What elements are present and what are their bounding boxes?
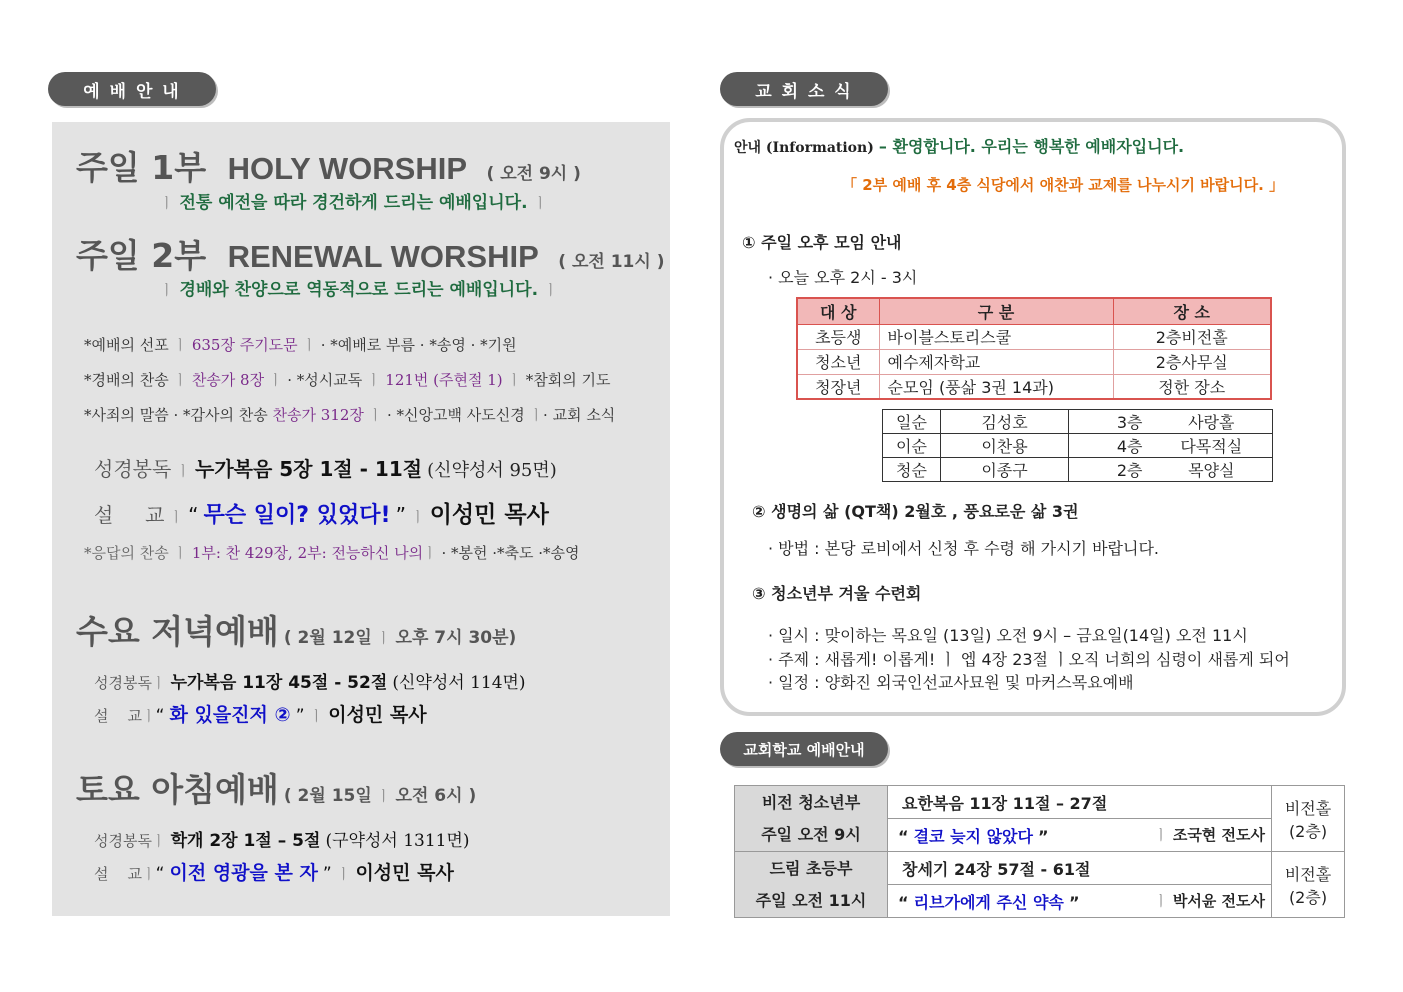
school-header: 교회학교 예배안내 [720,732,888,766]
notice-line: 「 2부 예배 후 4층 식당에서 애찬과 교제를 나누시기 바랍니다. 」 [842,176,1285,194]
school-time-2: 주일 오전 11시 [755,890,867,910]
item3-title: ③ 청소년부 겨울 수련회 [752,584,922,603]
table-row: 초등생 바이블스토리스쿨 2층비전홀 [797,324,1271,349]
item2-method: · 방법 : 본당 로비에서 신청 후 수령 해 가시기 바랍니다. [768,539,1159,558]
school-reading-2: 창세기 24장 57절 - 61절 [888,852,1272,885]
school-dept-1: 비전 청소년부 [761,792,861,812]
wed-sermon: 설 교ㅣ“ 화 있을진저 ② ” ㅣ 이성민 목사 [94,704,427,726]
meet-header-place: 장 소 [1113,298,1271,324]
meeting-table [796,297,1272,400]
table-row: 청소년 예수제자학교 2층사무실 [797,349,1271,374]
item1-time: · 오늘 오후 2시 - 3시 [768,268,918,287]
school-loc2-1: (2층) [1288,821,1328,841]
table-row: 이순 이찬용 4층 다목적실 [883,434,1273,458]
school-dept-2: 드림 초등부 [769,858,853,878]
table-row: 청장년 순모임 (풍삶 3권 14과) 정한 장소 [797,374,1271,399]
school-title-1: 결코 늦지 않았다 [913,826,1033,846]
service2-title-ko: 주일 2부 [76,236,207,275]
order-line-2: *경배의 찬송 ㅣ 찬송가 8장 ㅣ · *성시교독 ㅣ 121번 (주현절 1) ㅣ *참회의 기도 [84,371,611,389]
wed-service-title: 수요 저녁예배 ( 2월 12일 ㅣ 오후 7시 30분) [76,612,517,651]
item2-title: ② 생명의 삶 (QT책) 2월호 , 풍요로운 삶 3권 [752,502,1079,521]
sat-sermon: 설 교ㅣ“ 이전 영광을 본 자 ” ㅣ 이성민 목사 [94,862,454,884]
item3-place: · 일정 : 양화진 외국인선교사묘원 및 마커스목요예배 [768,673,1134,692]
item3-date: · 일시 : 맞이하는 목요일 (13일) 오전 9시 – 금요일(14일) 오전 11시 [768,626,1248,645]
table-row: 청순 이종구 2층 목양실 [883,458,1273,482]
news-header: 교 회 소 식 [720,72,888,106]
service2-title [76,230,664,277]
school-table [734,785,1345,918]
sermon: 설 교 ㅣ “ 무슨 일이? 있었다! ” ㅣ 이성민 목사 [94,502,549,528]
service2-desc-text: 경배와 찬양으로 역동적으로 드리는 예배입니다. [179,280,539,300]
school-reading-1: 요한복음 11장 11절 – 27절 [888,786,1272,819]
item1-title: ① 주일 오후 모임 안내 [742,233,902,252]
sat-reading: 성경봉독ㅣ 학개 2장 1절 – 5절 (구약성서 1311면) [94,831,470,851]
item3-theme: · 주제 : 새롭게! 이롭게! ㅣ 엡 4장 23절 ㅣ오직 너희의 심령이 새롭게 되어 [768,650,1290,669]
service1-title [76,142,581,189]
school-preacher-1: 조국현 전도사 [1172,825,1265,844]
order-line-1: *예배의 선포 ㅣ 635장 주기도문 ㅣ · *예배로 부름 · *송영 · *기원 [84,336,517,354]
table-row: “ 리브가에게 주신 약속 ” ㅣ 박서윤 전도사 [735,885,1345,918]
service1-title-ko: 주일 1부 [76,148,207,187]
scripture-reading: 성경봉독 ㅣ 누가복음 5장 1절 - 11절 (신약성서 95면) [94,457,557,481]
service1-desc-text: 전통 예전을 따라 경건하게 드리는 예배입니다. [179,193,528,213]
worship-header: 예 배 안 내 [48,72,216,106]
table-row: “ 결코 늦지 않았다 ” ㅣ 조국현 전도사 [735,819,1345,852]
service1-title-en: HOLY WORSHIP [227,151,468,186]
service2-desc: ㅣ 경배와 찬양으로 역동적으로 드리는 예배입니다. ㅣ [160,280,558,300]
school-preacher-2: 박서윤 전도사 [1172,891,1265,910]
response-hymn: *응답의 찬송 ㅣ 1부: 찬 429장, 2부: 전능하신 나의ㅣ · *봉헌 ·*축도 ·*송영 [84,544,580,562]
sat-service-title: 토요 아침예배 ( 2월 15일 ㅣ 오전 6시 ) [76,770,477,809]
wed-reading: 성경봉독ㅣ 누가복음 11장 45절 - 52절 (신약성서 114면) [94,673,526,693]
table-row [735,852,1345,885]
school-time-1: 주일 오전 9시 [761,824,861,844]
info-line: 안내 (Information) – 환영합니다. 우리는 행복한 예배자입니다. [734,137,1185,156]
school-loc1-2: 비전홀 [1284,864,1332,884]
school-loc2-2: (2층) [1288,887,1328,907]
table-row [735,786,1345,819]
order-line-3: *사죄의 말씀 · *감사의 찬송 찬송가 312장 ㅣ · *신앙고백 사도신경 ㅣ· 교회 소식 [84,406,616,424]
school-loc1-1: 비전홀 [1284,798,1332,818]
meet-header-type: 구 분 [879,298,1113,324]
service1-desc: ㅣ 전통 예전을 따라 경건하게 드리는 예배입니다. ㅣ [160,193,547,213]
service1-time: ( 오전 9시 ) [486,164,581,184]
school-title-2: 리브가에게 주신 약속 [913,892,1064,912]
service2-title-en: RENEWAL WORSHIP [227,239,539,274]
meet-header-target: 대 상 [797,298,879,324]
table-row: 일순 김성호 3층 사랑홀 [883,410,1273,434]
duty-table [882,409,1273,482]
service2-time: ( 오전 11시 ) [558,252,665,272]
